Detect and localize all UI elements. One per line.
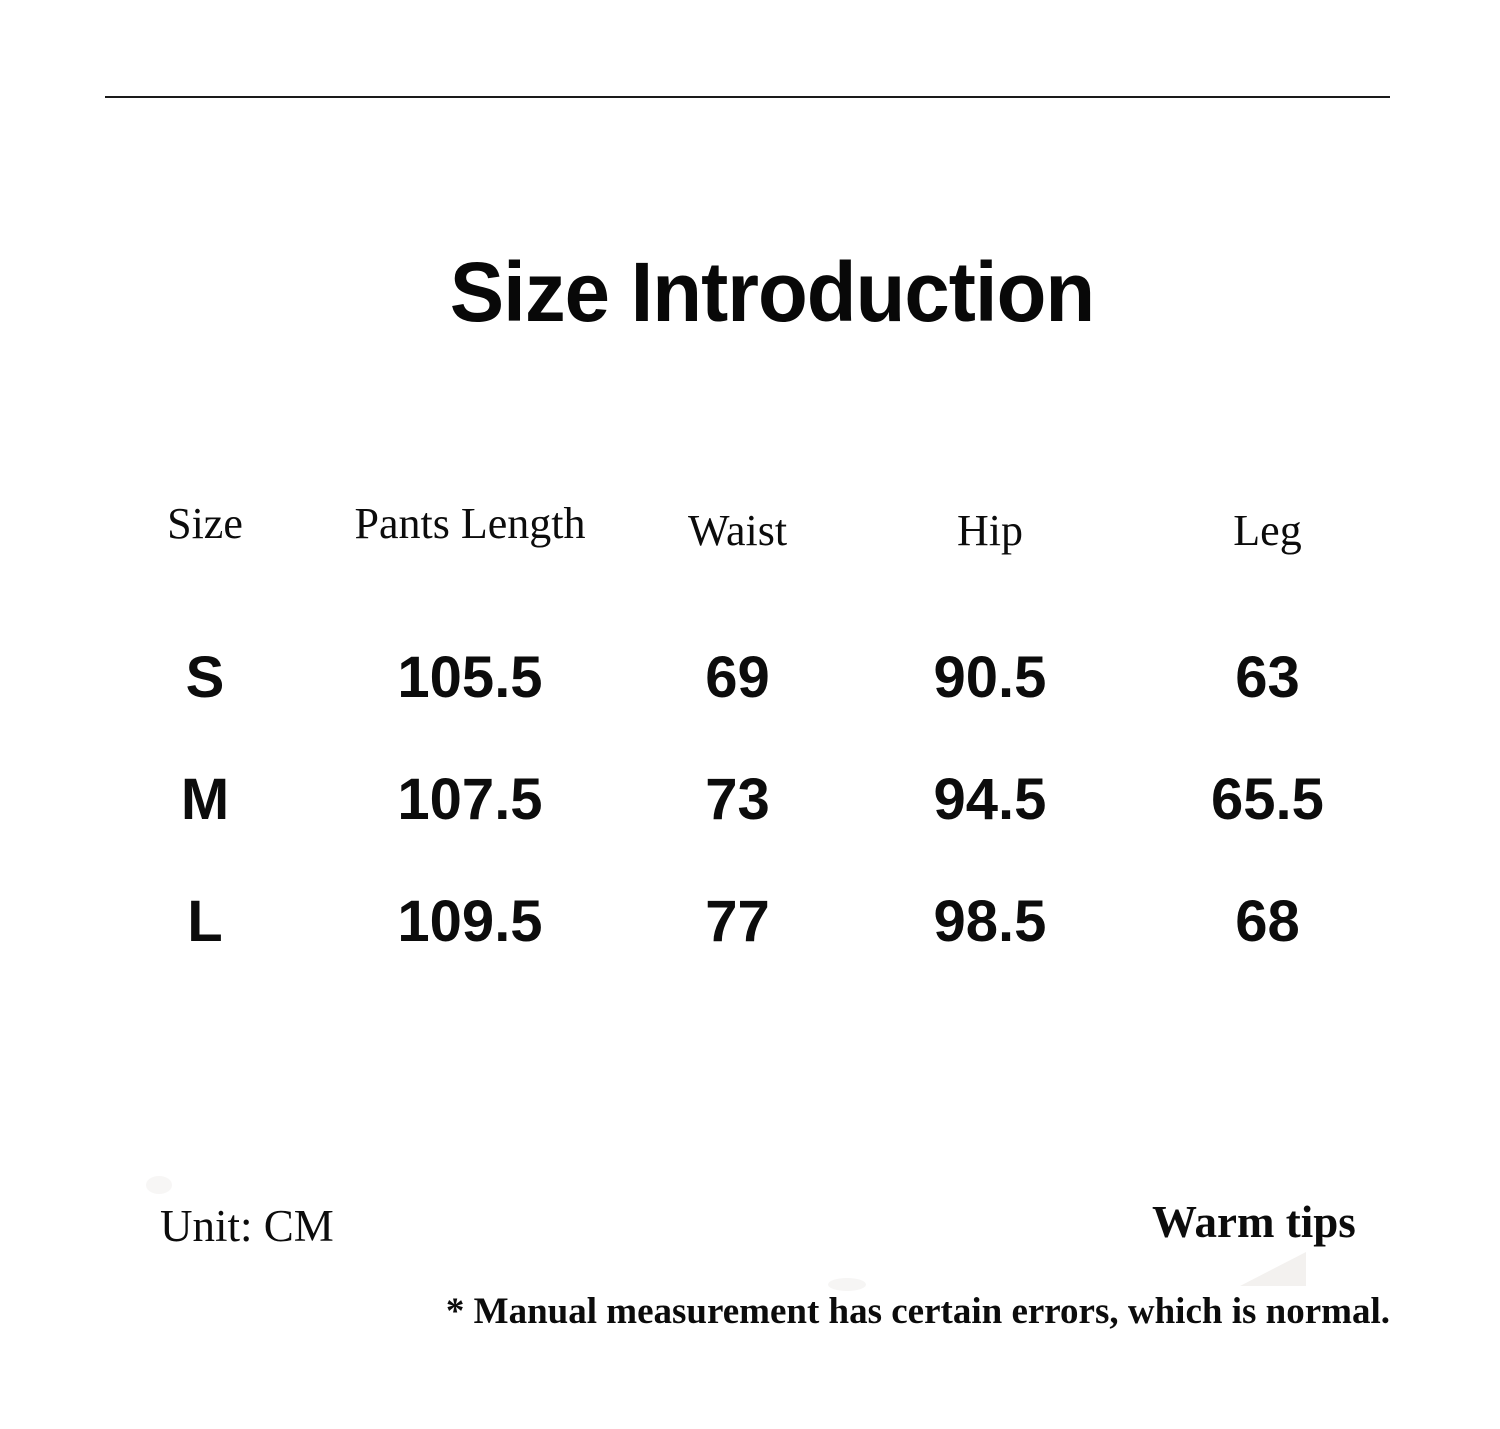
warm-tips-label: Warm tips bbox=[1152, 1197, 1356, 1247]
header-leg: Leg bbox=[1233, 506, 1302, 555]
hip-cell: 90.5 bbox=[933, 645, 1047, 710]
header-size: Size bbox=[167, 499, 243, 548]
size-cell: L bbox=[187, 889, 223, 954]
watermark-smudge bbox=[1240, 1252, 1306, 1286]
leg-cell: 65.5 bbox=[1211, 767, 1324, 832]
watermark-smudge bbox=[828, 1278, 866, 1291]
top-divider-line bbox=[105, 96, 1390, 98]
pants-length-cell: 107.5 bbox=[397, 767, 543, 832]
waist-cell: 77 bbox=[705, 889, 770, 954]
page-title: Size Introduction bbox=[449, 245, 1095, 340]
measurement-note: * Manual measurement has certain errors, which is normal. bbox=[445, 1291, 1390, 1332]
waist-cell: 69 bbox=[705, 645, 770, 710]
waist-cell: 73 bbox=[705, 767, 770, 832]
header-hip: Hip bbox=[957, 506, 1023, 555]
unit-label: Unit: CM bbox=[160, 1201, 334, 1251]
pants-length-cell: 109.5 bbox=[397, 889, 543, 954]
pants-length-cell: 105.5 bbox=[397, 645, 543, 710]
watermark-smudge bbox=[146, 1176, 172, 1194]
leg-cell: 68 bbox=[1235, 889, 1300, 954]
hip-cell: 94.5 bbox=[933, 767, 1047, 832]
table-header-row bbox=[100, 498, 1400, 555]
size-cell: M bbox=[180, 767, 230, 832]
header-waist: Waist bbox=[687, 506, 788, 555]
table-row-m bbox=[100, 767, 1400, 832]
hip-cell: 98.5 bbox=[933, 889, 1047, 954]
table-row-l bbox=[100, 889, 1400, 954]
header-pants-length: Pants Length bbox=[354, 499, 586, 548]
size-cell: S bbox=[185, 645, 225, 710]
leg-cell: 63 bbox=[1235, 645, 1300, 710]
table-row-s bbox=[100, 645, 1400, 710]
